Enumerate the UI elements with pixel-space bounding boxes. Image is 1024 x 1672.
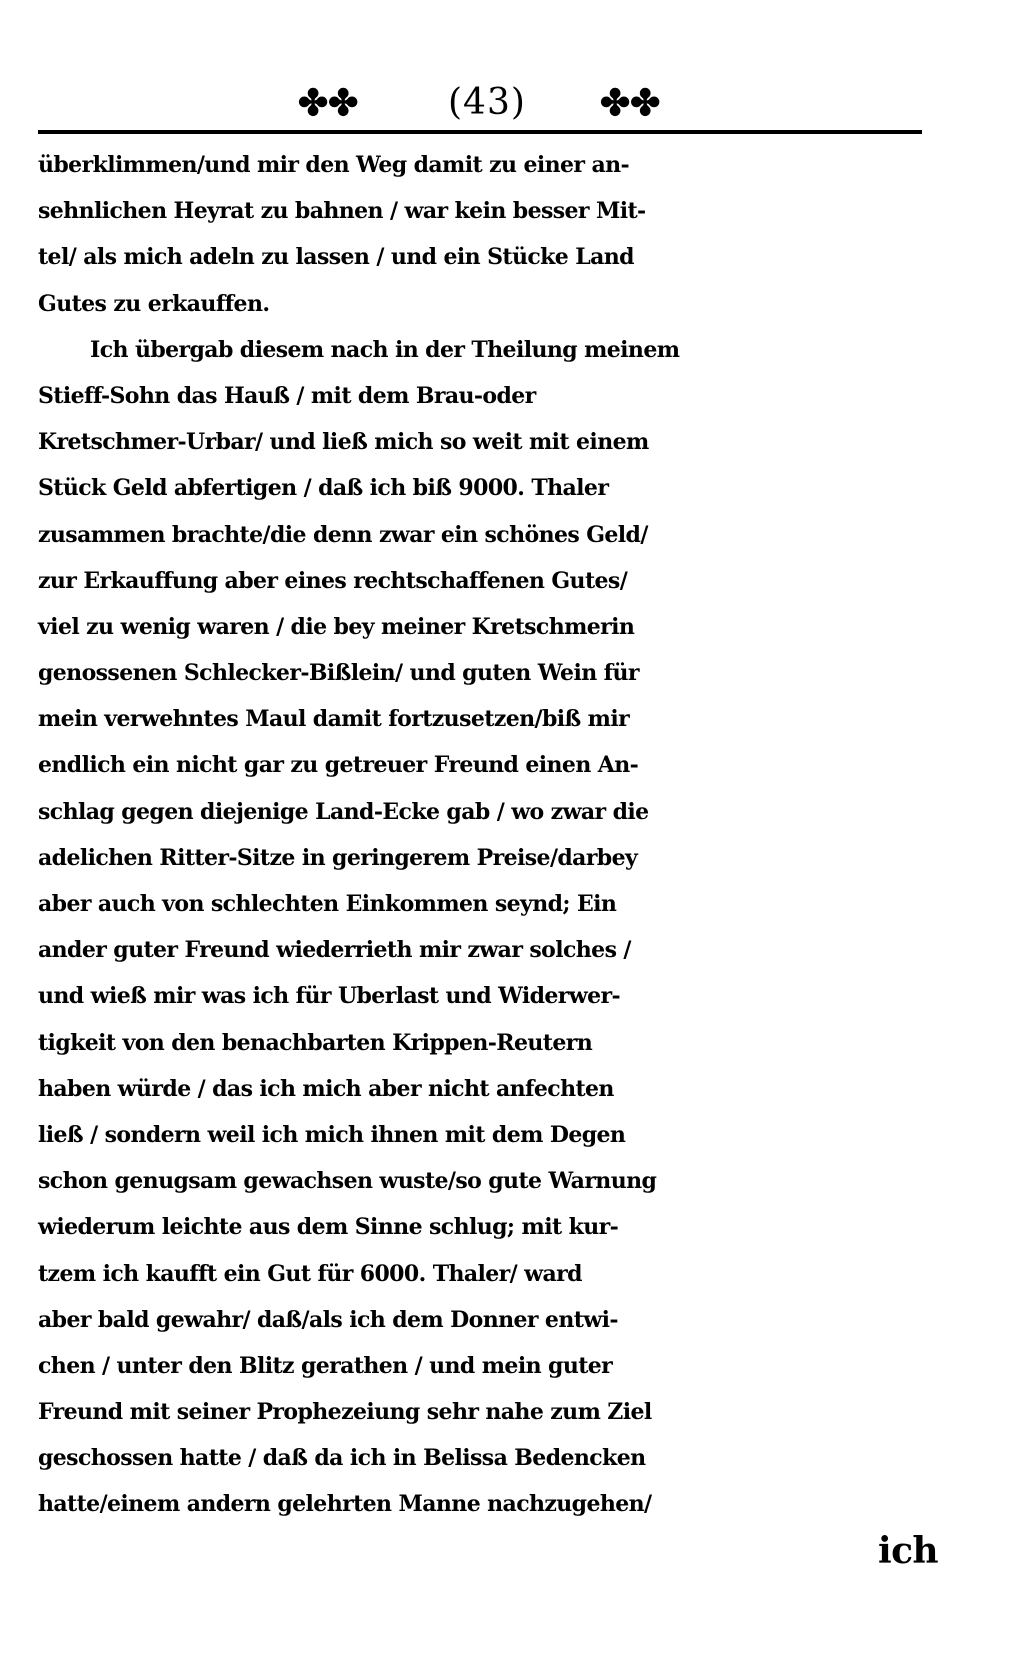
text-line: wiederum leichte aus dem Sinne schlug; mit kur- [38,1214,619,1241]
text-line: Freund mit seiner Prophezeiung sehr nahe zum Ziel [38,1399,652,1426]
text-line: genossenen Schlecker-Bißlein/ und guten Wein für [38,660,639,687]
text-line: geschossen hatte / daß da ich in Belissa Bedencken [38,1445,646,1472]
text-line: tel/ als mich adeln zu lassen / und ein Stücke Land [38,244,634,271]
ornament-right-icon: ✤✤ [600,82,661,124]
text-line: aber bald gewahr/ daß/als ich dem Donner entwi- [38,1306,618,1333]
text-line: zusammen brachte/die denn zwar ein schönes Geld/ [38,521,648,548]
text-line: mein verwehntes Maul damit fortzusetzen/biß mir [38,706,630,733]
body-text [38,142,938,1574]
text-line: adelichen Ritter-Sitze in geringerem Preise/darbey [38,844,638,871]
ornament-left-icon: ✤✤ [298,82,359,124]
text-line: ließ / sondern weil ich mich ihnen mit dem Degen [38,1121,626,1148]
text-line: Kretschmer-Urbar/ und ließ mich so weit mit einem [38,429,649,456]
text-line: schon genugsam gewachsen wuste/so gute Warnung [38,1168,657,1195]
page-number: (43) [448,82,526,123]
text-line: hatte/einem andern gelehrten Manne nachzugehen/ [38,1491,652,1518]
text-line: Gutes zu erkauffen. [38,290,270,317]
text-line: Stieff-Sohn das Hauß / mit dem Brau-oder [38,382,536,409]
header-rule [38,130,922,134]
catchword: ich [878,1529,938,1572]
text-line: überklimmen/und mir den Weg damit zu einer an- [38,152,630,178]
text-line: sehnlichen Heyrat zu bahnen / war kein besser Mit- [38,198,646,225]
text-line: Stück Geld abfertigen / daß ich biß 9000. Thaler [38,475,609,502]
text-line: ander guter Freund wiederrieth mir zwar solches / [38,937,631,964]
text-line: chen / unter den Blitz gerathen / und mein guter [38,1352,613,1379]
text-line: aber auch von schlechten Einkommen seynd; Ein [38,891,617,917]
text-line: Ich übergab diesem nach in der Theilung meinem [90,336,680,363]
text-line: schlag gegen diejenige Land-Ecke gab / wo zwar die [38,798,649,825]
text-line: tigkeit von den benachbarten Krippen-Reutern [38,1029,593,1056]
text-line: endlich ein nicht gar zu getreuer Freund einen An- [38,752,639,779]
page-header [0,78,1024,128]
text-line: und wieß mir was ich für Uberlast und Widerwer- [38,983,621,1010]
text-line: zur Erkauffung aber eines rechtschaffenen Gutes/ [38,567,628,594]
text-line: viel zu wenig waren / die bey meiner Kretschmerin [38,613,635,640]
text-line: haben würde / das ich mich aber nicht anfechten [38,1075,614,1102]
text-line: tzem ich kaufft ein Gut für 6000. Thaler/ ward [38,1260,582,1287]
